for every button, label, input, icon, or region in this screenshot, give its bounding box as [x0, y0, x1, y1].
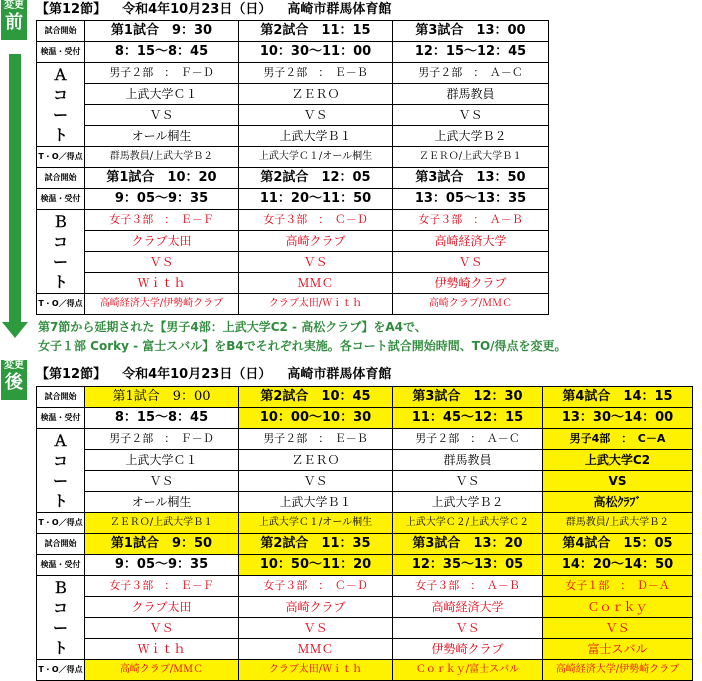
team-2: 伊勢崎クラブ: [393, 639, 543, 660]
vs-label: ＶＳ: [239, 618, 393, 639]
division: 男子２部 ： Ａ－Ｃ: [393, 63, 549, 84]
team-1: 群馬教員: [393, 450, 543, 471]
table-row: [37, 471, 693, 492]
team-1: ＺＥＲＯ: [239, 84, 393, 105]
division: 男子２部 ： Ｆ－Ｄ: [85, 63, 239, 84]
arrow-down-icon: [2, 322, 28, 338]
checkin-time: 10：30～11：00: [239, 42, 393, 63]
table-row: [37, 84, 549, 105]
venue-label: 高崎市群馬体育館: [287, 2, 392, 17]
date-label: 令和4年10月23日（日）: [122, 367, 272, 382]
vs-label: ＶＳ: [393, 105, 549, 126]
game-title: 第3試合 12：30: [393, 387, 543, 408]
team-1: クラブ太田: [85, 231, 239, 252]
division: 男子4部 ： C－A: [543, 429, 693, 450]
table-row: [37, 42, 549, 63]
team-2: Ｗｉｔｈ: [85, 273, 239, 294]
team-2: ＭＭＣ: [239, 273, 393, 294]
checkin-time: 10：00～10：30: [239, 408, 393, 429]
to-teams: クラブ太田/Ｗｉｔｈ: [239, 294, 393, 315]
division: 女子３部 ： Ｅ－Ｆ: [85, 210, 239, 231]
checkin-label: 検温・受付: [37, 42, 85, 63]
table-row: [37, 168, 549, 189]
after-tag-big: 後: [5, 372, 23, 393]
to-teams: 高崎クラブ/ＭＭＣ: [393, 294, 549, 315]
before-heading: [36, 1, 407, 19]
game-title: 第2試合 12：05: [239, 168, 393, 189]
team-2: 富士スバル: [543, 639, 693, 660]
vs-label: ＶＳ: [239, 252, 393, 273]
table-row: [37, 429, 693, 450]
to-label: T・O／得点: [37, 294, 85, 315]
to-teams: 上武大学Ｃ１/オール桐生: [239, 147, 393, 168]
vs-label: ＶＳ: [239, 105, 393, 126]
division: 男子２部 ： Ａ－Ｃ: [393, 429, 543, 450]
team-1: Ｃｏｒｋｙ: [543, 597, 693, 618]
venue-label: 高崎市群馬体育館: [287, 367, 392, 382]
vs-label: VS: [543, 471, 693, 492]
table-row: [37, 639, 693, 660]
after-tag-small: 変更: [4, 360, 24, 371]
table-row: [37, 189, 549, 210]
checkin-time: 13：05～13：35: [393, 189, 549, 210]
checkin-time: 12：15～12：45: [393, 42, 549, 63]
checkin-label: 検温・受付: [37, 408, 85, 429]
table-row: [37, 660, 693, 681]
game-title: 第4試合 15：05: [543, 534, 693, 555]
division: 男子２部 ： Ｅ－Ｂ: [239, 63, 393, 84]
after-tag: [1, 360, 27, 400]
section-label: 【第12節】: [36, 2, 107, 17]
team-2: ＭＭＣ: [239, 639, 393, 660]
to-teams: クラブ太田/Ｗｉｔｈ: [239, 660, 393, 681]
before-tag: [1, 0, 27, 40]
start-label: 試合開始: [37, 21, 85, 42]
table-row: [37, 408, 693, 429]
to-teams: 高崎クラブ/ＭＭＣ: [85, 660, 239, 681]
court-b-label: Ｂ コ ー ト: [37, 210, 85, 294]
court-a-label: Ａ コ ー ト: [37, 429, 85, 513]
table-row: [37, 492, 693, 513]
game-title: 第2試合 11：35: [239, 534, 393, 555]
table-row: [37, 294, 549, 315]
team-1: 上武大学Ｃ１: [85, 84, 239, 105]
game-title: 第1試合 10：20: [85, 168, 239, 189]
game-title: 第1試合 9：00: [85, 387, 239, 408]
court-b-label: Ｂ コ ー ト: [37, 576, 85, 660]
division: 男子２部 ： Ｆ－Ｄ: [85, 429, 239, 450]
court-a-label: Ａ コ ー ト: [37, 63, 85, 147]
team-2: 高松ｸﾗﾌﾞ: [543, 492, 693, 513]
game-title: 第2試合 10：45: [239, 387, 393, 408]
table-row: [37, 387, 693, 408]
before-tag-small: 変更: [4, 0, 24, 11]
change-note: [38, 318, 567, 356]
vs-label: ＶＳ: [85, 471, 239, 492]
team-1: 高崎クラブ: [239, 231, 393, 252]
team-2: 伊勢崎クラブ: [393, 273, 549, 294]
table-row: [37, 147, 549, 168]
game-title: 第1試合 9：50: [85, 534, 239, 555]
vs-label: ＶＳ: [239, 471, 393, 492]
division: 女子３部 ： Ｃ－Ｄ: [239, 576, 393, 597]
before-schedule-table: [36, 20, 549, 315]
start-label: 試合開始: [37, 168, 85, 189]
arrow-shaft: [9, 54, 21, 322]
game-title: 第3試合 13：20: [393, 534, 543, 555]
division: 男子２部 ： Ｅ－Ｂ: [239, 429, 393, 450]
to-label: T・O／得点: [37, 513, 85, 534]
to-teams: 上武大学Ｃ１/オール桐生: [239, 513, 393, 534]
to-teams: 高崎経済大学/伊勢崎クラブ: [543, 660, 693, 681]
checkin-time: 11：45～12：15: [393, 408, 543, 429]
division: 女子１部 ： Ｄ－Ａ: [543, 576, 693, 597]
team-1: 高崎クラブ: [239, 597, 393, 618]
note-line-1: 第7節から延期された【男子4部：上武大学C2 - 高松クラブ】をA4で、: [38, 320, 427, 334]
after-schedule-table: [36, 386, 693, 681]
before-tag-big: 前: [5, 12, 23, 33]
start-label: 試合開始: [37, 387, 85, 408]
section-label: 【第12節】: [36, 367, 107, 382]
team-1: 高崎経済大学: [393, 231, 549, 252]
vs-label: ＶＳ: [85, 105, 239, 126]
date-label: 令和4年10月23日（日）: [122, 2, 272, 17]
division: 女子３部 ： Ａ－Ｂ: [393, 576, 543, 597]
game-title: 第1試合 9：30: [85, 21, 239, 42]
table-row: [37, 273, 549, 294]
table-row: [37, 513, 693, 534]
to-teams: ＺＥＲＯ/上武大学Ｂ１: [85, 513, 239, 534]
table-row: [37, 597, 693, 618]
game-title: 第3試合 13：50: [393, 168, 549, 189]
division: 女子３部 ： Ａ－Ｂ: [393, 210, 549, 231]
team-1: 高崎経済大学: [393, 597, 543, 618]
team-1: 群馬教員: [393, 84, 549, 105]
table-row: [37, 21, 549, 42]
after-heading: [36, 366, 407, 384]
vs-label: ＶＳ: [393, 252, 549, 273]
checkin-time: 9：05～9：35: [85, 555, 239, 576]
checkin-time: 14：20～14：50: [543, 555, 693, 576]
checkin-label: 検温・受付: [37, 189, 85, 210]
to-teams: 上武大学Ｃ２/上武大学Ｃ２: [393, 513, 543, 534]
vs-label: ＶＳ: [393, 618, 543, 639]
to-label: T・O／得点: [37, 147, 85, 168]
game-title: 第2試合 11：15: [239, 21, 393, 42]
vs-label: ＶＳ: [85, 618, 239, 639]
game-title: 第4試合 14：15: [543, 387, 693, 408]
checkin-time: 8：15～8：45: [85, 408, 239, 429]
checkin-time: 8：15～8：45: [85, 42, 239, 63]
table-row: [37, 252, 549, 273]
team-2: 上武大学Ｂ１: [239, 492, 393, 513]
table-row: [37, 231, 549, 252]
checkin-time: 12：35～13：05: [393, 555, 543, 576]
checkin-time: 11：20～11：50: [239, 189, 393, 210]
note-line-2: 女子１部 Corky - 富士スバル】をB4でそれぞれ実施。各コート試合開始時間、TO/得点を変更。: [38, 339, 567, 353]
team-2: Ｗｉｔｈ: [85, 639, 239, 660]
checkin-time: 10：50～11：20: [239, 555, 393, 576]
table-row: [37, 450, 693, 471]
table-row: [37, 534, 693, 555]
team-1: クラブ太田: [85, 597, 239, 618]
vs-label: ＶＳ: [393, 471, 543, 492]
team-1: 上武大学C2: [543, 450, 693, 471]
to-teams: 群馬教員/上武大学Ｂ２: [85, 147, 239, 168]
to-teams: ＺＥＲＯ/上武大学Ｂ１: [393, 147, 549, 168]
checkin-time: 13：30～14：00: [543, 408, 693, 429]
checkin-label: 検温・受付: [37, 555, 85, 576]
table-row: [37, 618, 693, 639]
team-1: 上武大学Ｃ１: [85, 450, 239, 471]
table-row: [37, 105, 549, 126]
table-row: [37, 63, 549, 84]
vs-label: ＶＳ: [85, 252, 239, 273]
division: 女子３部 ： Ｃ－Ｄ: [239, 210, 393, 231]
table-row: [37, 126, 549, 147]
team-2: 上武大学Ｂ２: [393, 126, 549, 147]
checkin-time: 9：05～9：35: [85, 189, 239, 210]
table-row: [37, 210, 549, 231]
to-teams: Ｃｏｒｋｙ/富士スバル: [393, 660, 543, 681]
to-teams: 高崎経済大学/伊勢崎クラブ: [85, 294, 239, 315]
team-2: オール桐生: [85, 126, 239, 147]
game-title: 第3試合 13：00: [393, 21, 549, 42]
start-label: 試合開始: [37, 534, 85, 555]
to-teams: 群馬教員/上武大学Ｂ２: [543, 513, 693, 534]
to-label: T・O／得点: [37, 660, 85, 681]
team-2: 上武大学Ｂ１: [239, 126, 393, 147]
team-2: 上武大学Ｂ２: [393, 492, 543, 513]
division: 女子３部 ： Ｅ－Ｆ: [85, 576, 239, 597]
team-1: ＺＥＲＯ: [239, 450, 393, 471]
table-row: [37, 576, 693, 597]
vs-label: ＶＳ: [543, 618, 693, 639]
table-row: [37, 555, 693, 576]
team-2: オール桐生: [85, 492, 239, 513]
